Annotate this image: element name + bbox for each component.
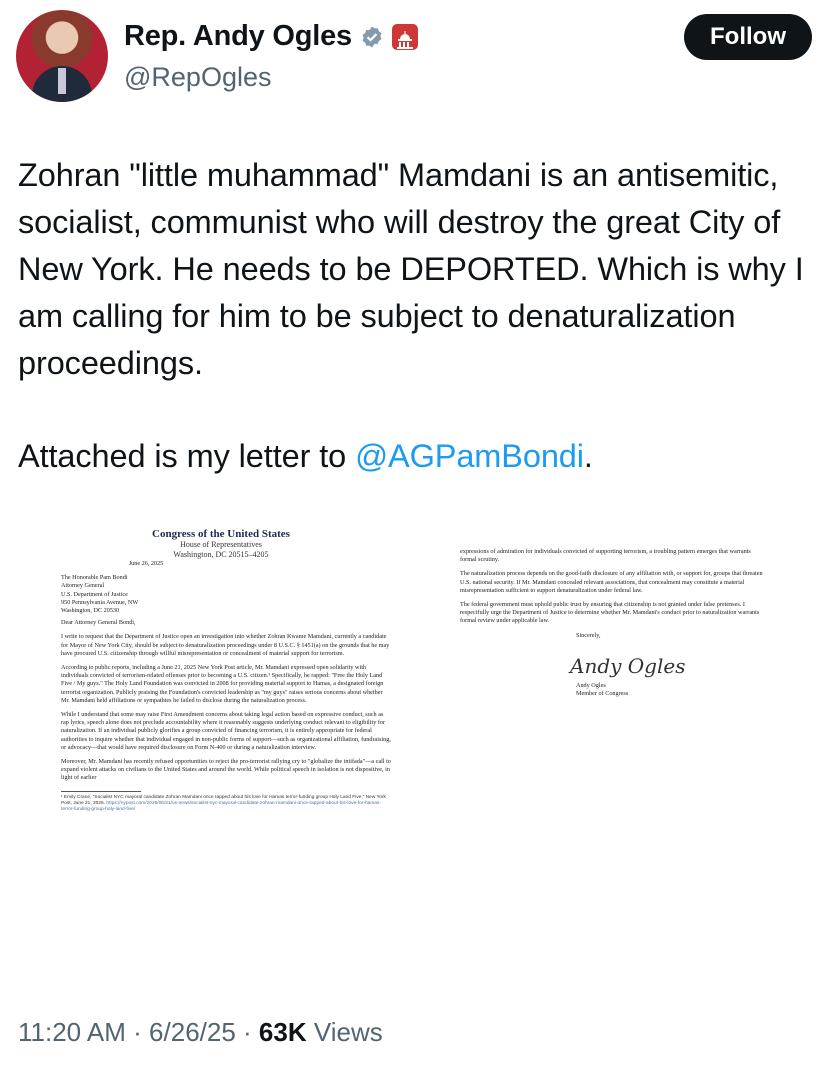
letter-page-2 — [460, 548, 765, 698]
letterhead-chamber: House of Representatives — [180, 540, 262, 549]
letter-paragraph: I write to request that the Department of Justice open an investigation into whether Zohran Kwame Mamdani, currently a candidate for Mayor of New York City, should be subject to denaturalization proceedings under 8 U.S.C. § 1451(a) on the grounds that he may have procured U.S. citizenship through willful misrepresentation or concealment of material support for terrorism. — [61, 633, 390, 657]
tweet-paragraph-1: Zohran "little muhammad" Mamdani is an antisemitic, socialist, communist who will destroy the great City of New York. He needs to be DEPORTED. Which is why I am calling for him to be subject to denaturalization proceedings. — [18, 157, 804, 381]
closing: Sincerely, — [576, 631, 601, 639]
mention-link[interactable]: @AGPamBondi — [355, 438, 584, 474]
separator: · — [125, 1017, 150, 1047]
addressee-line: U.S. Department of Justice — [61, 590, 128, 598]
tweet-paragraph-2 — [18, 433, 818, 480]
separator: · — [235, 1017, 259, 1047]
tweet-header — [16, 10, 812, 110]
letter-paragraph: Moreover, Mr. Mamdani has recently refused opportunities to reject the pro-terrorist rallying cry to "globalize the intifada"—a call to expand violent attacks on civilians to the United States and around the world. While political speech in isolation is not dispositive, in light of earlier — [61, 758, 391, 782]
avatar[interactable] — [16, 10, 108, 102]
letterhead-title: Congress of the United States — [152, 528, 290, 540]
tweet-paragraph-2-suffix: . — [583, 438, 593, 474]
display-name[interactable]: Rep. Andy Ogles — [124, 20, 352, 52]
letter-page-1 — [61, 528, 391, 813]
follow-button[interactable]: Follow — [684, 14, 812, 60]
views-label: Views — [313, 1017, 383, 1047]
attached-letter-image[interactable] — [55, 528, 775, 968]
addressee-line: 950 Pennsylvania Avenue, NW — [61, 598, 139, 606]
footnote-link: https://nypost.com/2025/06/21/us-news/socialist-nyc-mayoral-candidate-zohran-mamdani-once-rapped-about-his-love-for-hamas-terror-funding-group-holy-land-five/ — [61, 800, 381, 812]
letter-paragraph: While I understand that some may raise First Amendment concerns about taking legal action based on expressive conduct, such as rap lyrics, speech alone does not preclude accountability where it reasonably suggests underlying conduct relevant to eligibility for naturalization. If an individual publicly glorifies a group convicted of financing terrorism, it is entirely appropriate for federal authorities to inquire whether that individual engaged in non-public forms of support—such as organizational affiliation, fundraising, or advocacy—that would have required disclosure on Form N-400 or during a naturalization interview. — [61, 711, 391, 751]
signer-title: Member of Congress — [576, 689, 629, 697]
views-count: 63K — [258, 1017, 307, 1047]
letter-paragraph: According to public reports, including a June 21, 2025 New York Post article, Mr. Mamdani expressed open solidarity with individuals convicted of terrorism-related offenses prior to becoming a U.S. citizen.¹ Specifically, he rapped: "Free the Holy Land Five / My guys." The Holy Land Foundation was convicted in 2008 for providing material support to Hamas, a designated foreign terrorist organization. Publicly praising the Foundation's convicted leadership as "my guys" raises serious concerns about whether Mr. Mamdani held affiliations or sympathies he failed to disclose during the naturalization process. — [61, 664, 384, 704]
signature: Andy Ogles — [570, 653, 686, 678]
letter-date: June 26, 2025 — [128, 560, 164, 567]
letter-paragraph: expressions of admiration for individuals convicted of supporting terrorism, a troubling pattern emerges that warrants formal scrutiny. — [460, 548, 751, 564]
addressee-line: Attorney General — [61, 582, 105, 590]
name-row — [124, 20, 418, 53]
tweet-text — [18, 152, 818, 480]
tweet-paragraph-2-prefix: Attached is my letter to — [18, 438, 356, 474]
tweet-meta — [18, 1017, 383, 1048]
addressee-line: Washington, DC 20530 — [61, 607, 120, 615]
salutation: Dear Attorney General Bondi, — [61, 619, 136, 627]
tweet-date[interactable]: 6/26/25 — [149, 1017, 236, 1047]
letter-paragraph: The federal government must uphold public trust by ensuring that citizenship is not granted under false pretenses. I respectfully urge the Department of Justice to determine whether Mr. Mamdani's conduct prior to naturalization warrants formal review under applicable law. — [460, 601, 760, 625]
signer-name: Andy Ogles — [576, 681, 606, 689]
letterhead-city: Washington, DC 20515–4205 — [173, 550, 269, 559]
handle[interactable]: @RepOgles — [124, 62, 272, 92]
verified-badge-icon — [360, 25, 384, 49]
footnote — [61, 795, 391, 813]
addressee-line: The Honorable Pam Bondi — [61, 574, 128, 582]
addressee-block — [61, 574, 391, 615]
avatar-tie — [58, 68, 66, 94]
tweet-time[interactable]: 11:20 AM — [18, 1017, 126, 1047]
letter-paragraph: The naturalization process depends on the good-faith disclosure of any affiliation with, or support for, groups that threaten U.S. national security. If Mr. Mamdani concealed relevant associations, that concealment may constitute a material misrepresentation sufficient to support denaturalization under federal law. — [460, 570, 763, 594]
footnote-divider — [61, 791, 141, 792]
capitol-building-icon — [392, 24, 418, 50]
footnote-text: ¹ Emily Crane, "Socialist NYC mayoral candidate Zohran Mamdani once rapped about his love for Hamas terror-funding group Holy Land Five," New York Post, June 21, 2025. — [61, 794, 386, 806]
